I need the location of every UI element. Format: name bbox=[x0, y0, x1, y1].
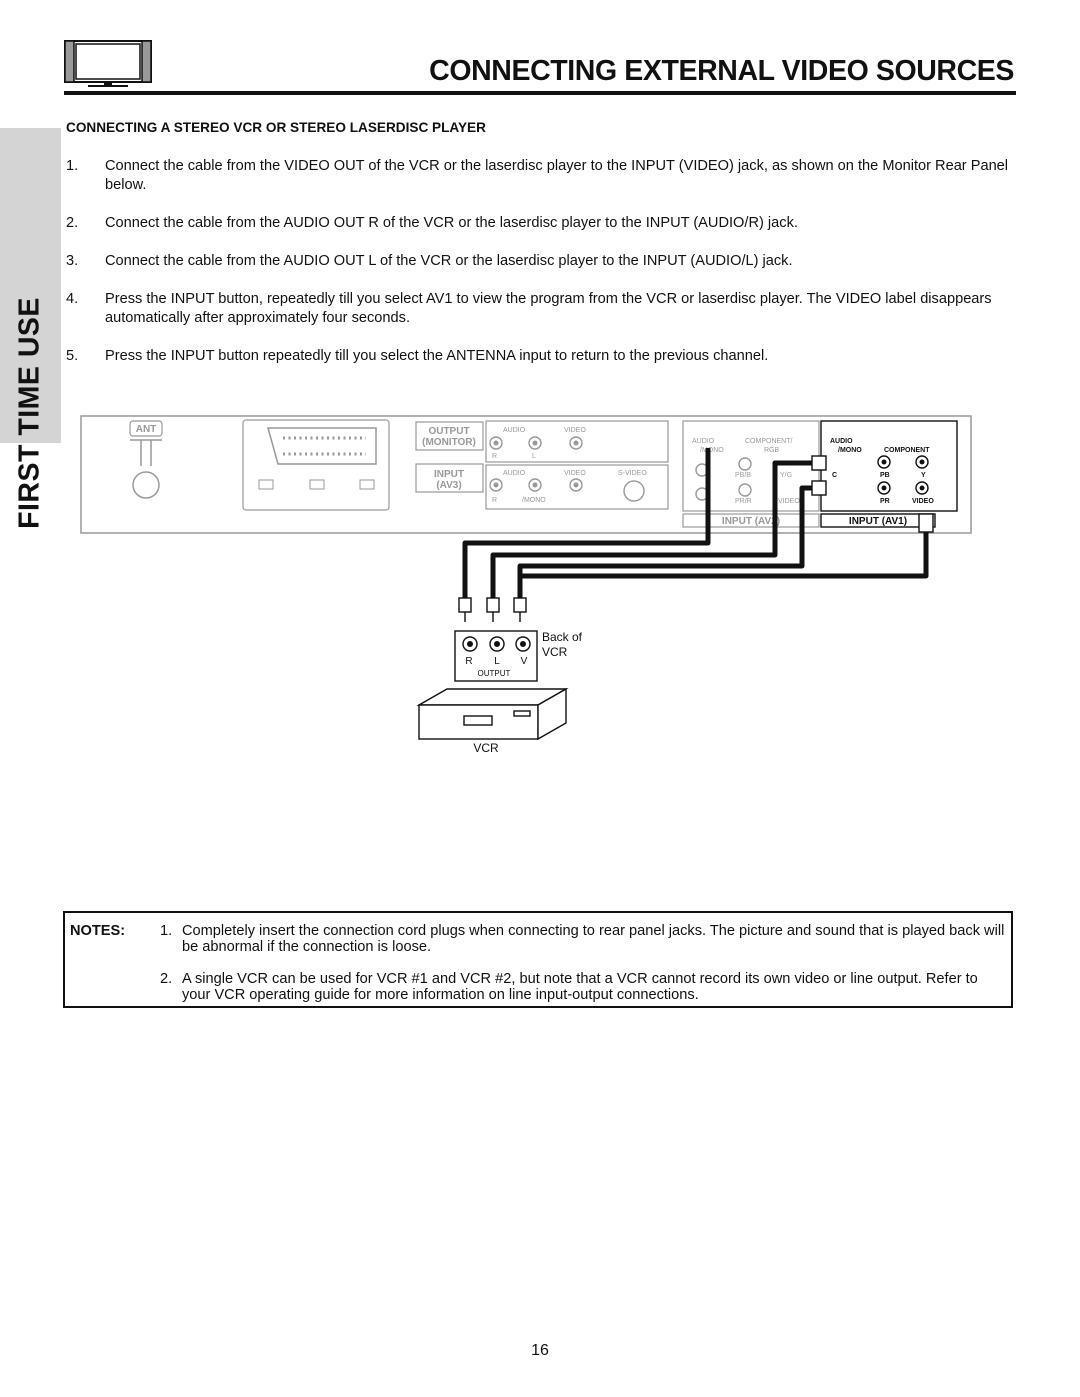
note-text: A single VCR can be used for VCR #1 and VCR #2, but note that a VCR cannot record its own video or line output. Refer to your VCR operating guide for more information on line input-output connections. bbox=[182, 971, 978, 1003]
r-label: R bbox=[492, 497, 498, 504]
video-label: VIDEO bbox=[564, 470, 586, 477]
section-heading: CONNECTING A STEREO VCR OR STEREO LASERDISC PLAYER bbox=[66, 120, 486, 135]
step-item bbox=[66, 214, 1022, 233]
notes-label: NOTES: bbox=[70, 923, 126, 939]
vcr-plugs bbox=[459, 598, 526, 622]
y-label: Y bbox=[921, 472, 926, 479]
side-tab-label: FIRST TIME USE bbox=[13, 297, 46, 529]
tv-icon bbox=[64, 40, 152, 88]
vcr-r-label: R bbox=[465, 656, 473, 667]
step-text: Connect the cable from the VIDEO OUT of the VCR or the laserdisc player to the INPUT (VIDEO) jack, as shown on the Monitor Rear Panel below. bbox=[105, 158, 1009, 193]
steps-list bbox=[66, 157, 1022, 385]
step-text: Connect the cable from the AUDIO OUT L of the VCR or the laserdisc player to the INPUT (AUDIO/L) jack. bbox=[105, 253, 793, 269]
step-number: 1. bbox=[66, 158, 79, 174]
input-av3-label: (AV3) bbox=[436, 480, 462, 491]
rgb-label: RGB bbox=[764, 447, 780, 454]
step-item bbox=[66, 157, 1022, 195]
step-text: Press the INPUT button, repeatedly till you select AV1 to view the program from the VCR or laserdisc player. The VIDEO label disappears automatically after approximately four seconds. bbox=[105, 291, 992, 326]
input-av2-section bbox=[683, 421, 819, 527]
l-label: L bbox=[532, 453, 536, 460]
vcr-output-label: OUTPUT bbox=[477, 669, 511, 678]
r-label: R bbox=[492, 453, 498, 460]
l-mono-label: /MONO bbox=[522, 497, 546, 504]
monitor-label: (MONITOR) bbox=[422, 437, 476, 448]
component-label: COMPONENT bbox=[884, 447, 930, 454]
vcr-l-label: L bbox=[494, 656, 500, 667]
l-mono-label: /MONO bbox=[700, 447, 724, 454]
scart-connector bbox=[243, 420, 389, 510]
pb-b-label: PB/B bbox=[735, 472, 751, 479]
vcr-v-label: V bbox=[520, 656, 528, 667]
svideo-label: S-VIDEO bbox=[618, 470, 647, 477]
component-rgb-label: COMPONENT/ bbox=[745, 438, 793, 445]
step-text: Press the INPUT button repeatedly till you select the ANTENNA input to return to the previous channel. bbox=[105, 348, 769, 364]
notes-box bbox=[63, 911, 1013, 1008]
vcr-unit bbox=[419, 689, 566, 739]
back-of-vcr-label: VCR bbox=[542, 645, 568, 659]
back-of-label: Back of bbox=[542, 630, 583, 644]
step-number: 5. bbox=[66, 348, 79, 364]
page-title: CONNECTING EXTERNAL VIDEO SOURCES bbox=[429, 55, 1014, 87]
step-item bbox=[66, 347, 1022, 366]
audio-label: AUDIO bbox=[830, 438, 853, 445]
step-number: 2. bbox=[66, 215, 79, 231]
video-label: VIDEO bbox=[912, 498, 934, 505]
side-tab bbox=[0, 128, 61, 529]
note-number: 1. bbox=[160, 923, 173, 939]
note-number: 2. bbox=[160, 971, 173, 987]
video-partial-label: VIDEO bbox=[778, 498, 800, 505]
input-av1-section bbox=[821, 421, 957, 527]
input-av3-input-label: INPUT bbox=[434, 469, 464, 480]
input-av2-label: INPUT (AV2) bbox=[721, 516, 781, 527]
title-rule bbox=[64, 91, 1016, 95]
connection-diagram bbox=[0, 405, 1080, 775]
vcr-back-panel bbox=[455, 630, 583, 681]
audio-label: AUDIO bbox=[503, 470, 526, 477]
input-av1-label: INPUT (AV1) bbox=[848, 516, 908, 527]
audio-label: AUDIO bbox=[692, 438, 715, 445]
note-text: Completely insert the connection cord plugs when connecting to rear panel jacks. The picture and sound that is played back will be abnormal if the connection is loose. bbox=[182, 923, 1005, 955]
y-g-label: Y/G bbox=[780, 472, 793, 479]
pr-r-label: PR/R bbox=[735, 498, 752, 505]
step-item bbox=[66, 252, 1022, 271]
note-item bbox=[160, 971, 1005, 1003]
output-label: OUTPUT bbox=[428, 426, 470, 437]
l-mono-label: /MONO bbox=[838, 447, 862, 454]
note-item bbox=[160, 923, 1005, 955]
ant-label: ANT bbox=[135, 424, 157, 435]
pb-label: PB bbox=[880, 472, 890, 479]
video-label: VIDEO bbox=[564, 427, 586, 434]
step-item bbox=[66, 290, 1022, 328]
pr-label: PR bbox=[880, 498, 890, 505]
page-number: 16 bbox=[531, 1342, 549, 1359]
step-number: 4. bbox=[66, 291, 79, 307]
c-label: C bbox=[832, 472, 838, 479]
audio-label: AUDIO bbox=[503, 427, 526, 434]
step-text: Connect the cable from the AUDIO OUT R of the VCR or the laserdisc player to the INPUT (AUDIO/R) jack. bbox=[105, 215, 798, 231]
step-number: 3. bbox=[66, 253, 79, 269]
vcr-caption: VCR bbox=[473, 741, 499, 755]
